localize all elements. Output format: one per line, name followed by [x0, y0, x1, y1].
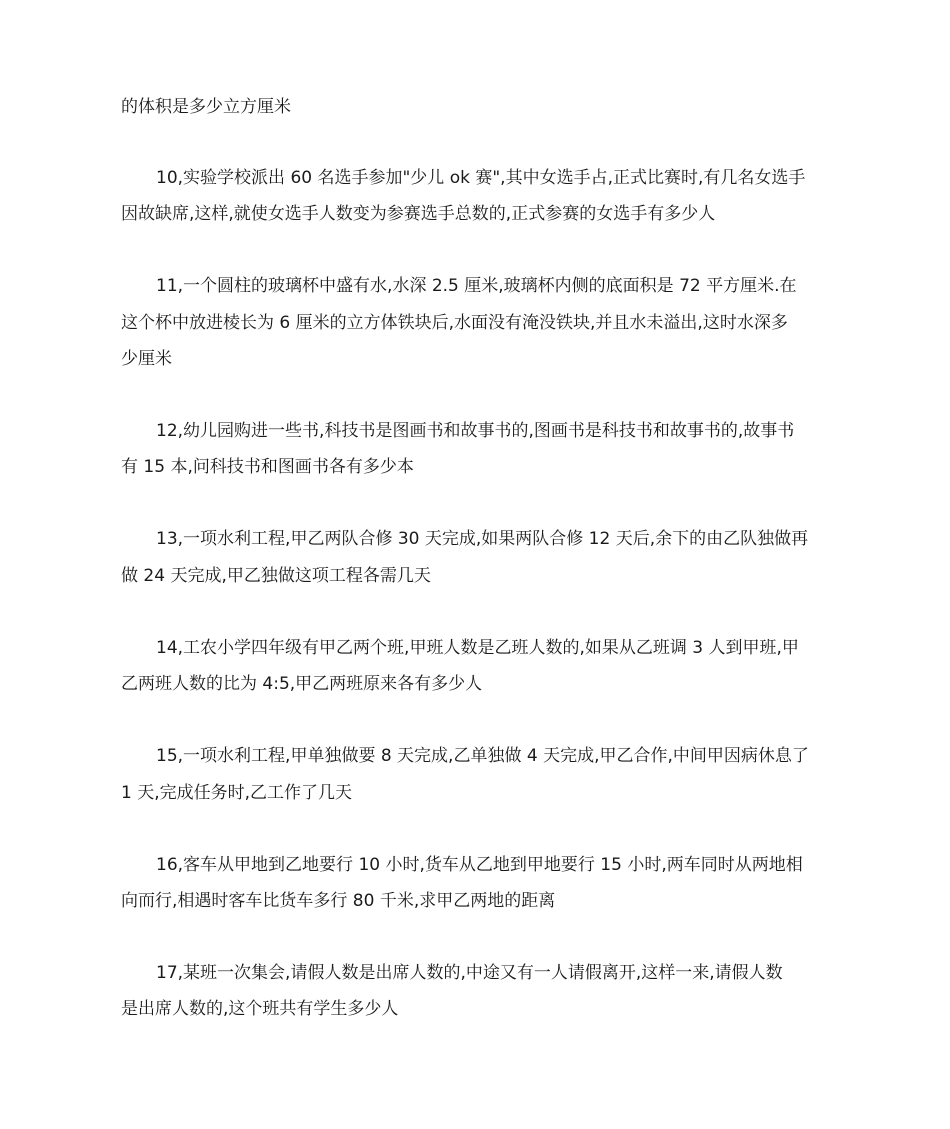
problem-line: 10,实验学校派出 60 名选手参加"少儿 ok 赛",其中女选手占,正式比赛时,有几名女选手: [156, 168, 806, 188]
problem-line: 因故缺席,这样,就使女选手人数变为参赛选手总数的,正式参赛的女选手有多少人: [121, 204, 716, 224]
intro-line: 的体积是多少立方厘米: [121, 97, 291, 117]
problem-line: 乙两班人数的比为 4:5,甲乙两班原来各有多少人: [121, 674, 483, 694]
problem-line: 14,工农小学四年级有甲乙两个班,甲班人数是乙班人数的,如果从乙班调 3 人到甲班,甲: [156, 638, 799, 658]
problem-line: 16,客车从甲地到乙地要行 10 小时,货车从乙地到甲地要行 15 小时,两车同时从两地相: [156, 855, 803, 875]
problem-line: 有 15 本,问科技书和图画书各有多少本: [121, 457, 414, 477]
problem-line: 13,一项水利工程,甲乙两队合修 30 天完成,如果两队合修 12 天后,余下的由乙队独做再: [156, 529, 809, 549]
problem-line: 是出席人数的,这个班共有学生多少人: [121, 999, 399, 1019]
problem-line: 1 天,完成任务时,乙工作了几天: [121, 783, 353, 803]
problem-line: 少厘米: [121, 349, 172, 369]
problem-line: 15,一项水利工程,甲单独做要 8 天完成,乙单独做 4 天完成,甲乙合作,中间甲因病休息了: [156, 746, 809, 766]
problem-line: 17,某班一次集会,请假人数是出席人数的,中途又有一人请假离开,这样一来,请假人数: [156, 963, 783, 983]
problem-line: 向而行,相遇时客车比货车多行 80 千米,求甲乙两地的距离: [121, 891, 556, 911]
problem-line: 这个杯中放进棱长为 6 厘米的立方体铁块后,水面没有淹没铁块,并且水未溢出,这时水深多: [121, 313, 788, 333]
problem-line: 11,一个圆柱的玻璃杯中盛有水,水深 2.5 厘米,玻璃杯内侧的底面积是 72 平方厘米.在: [156, 276, 797, 296]
problem-line: 12,幼儿园购进一些书,科技书是图画书和故事书的,图画书是科技书和故事书的,故事书: [156, 421, 795, 441]
problem-line: 做 24 天完成,甲乙独做这项工程各需几天: [121, 566, 431, 586]
